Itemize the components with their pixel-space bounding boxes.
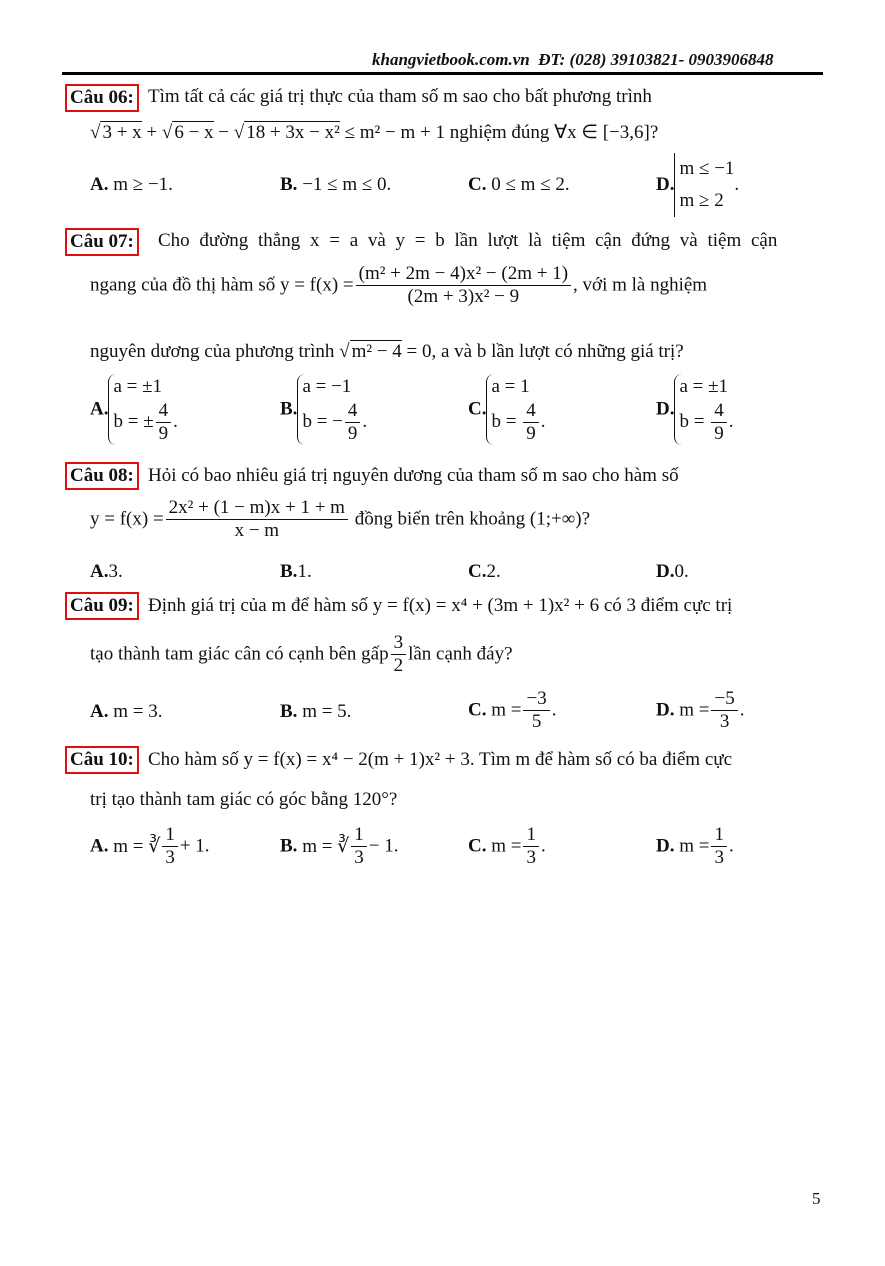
header-phone: ĐT: (028) 39103821- 0903906848 (538, 50, 774, 69)
question-06-inequality: √ 3 + x + √ 6 − x − √ 18 + 3x − x² ≤ m² − m + 1 nghiệm đúng ∀x ∈ [−3,6]? (90, 122, 659, 143)
header-site: khangvietbook.com.vn (372, 50, 530, 69)
header-rule (62, 72, 823, 75)
question-10-label: Câu 10: (65, 746, 139, 774)
question-10-text: Cho hàm số y = f(x) = x⁴ − 2(m + 1)x² + 3. Tìm m để hàm số có ba điểm cực (148, 749, 732, 770)
question-09-line2: tạo thành tam giác cân có cạnh bên gấp $\frac{3}{2}$ lần cạnh đáy? (90, 632, 513, 676)
question-06-text: Tìm tất cả các giá trị thực của tham số m sao cho bất phương trình (148, 86, 652, 107)
page-header (372, 49, 774, 71)
question-06-option-a: A. m ≥ −1. (90, 174, 173, 195)
question-07-option-d: D. a = ±1 b = $\frac{4}{9}$ . (656, 376, 734, 444)
question-08-option-a: A.3. (90, 561, 123, 582)
question-07-option-a: A. a = ±1 b = ± $\frac{4}{9}$ . (90, 376, 178, 444)
question-06-option-b: B. −1 ≤ m ≤ 0. (280, 174, 392, 195)
question-08-function: y = f(x) = $\frac{\text{2x² + (1 − m)x + 1 + m}}{x - m}$ đồng biến trên khoảng (1;+∞)? (90, 497, 591, 541)
question-10-option-d: D. m = $\frac{1}{3}$ . (656, 824, 734, 868)
question-08-label: Câu 08: (65, 462, 139, 490)
question-09-label: Câu 09: (65, 592, 139, 620)
question-09-option-d: D. m = $\frac{-5}{3}$ . (656, 688, 745, 732)
question-09-text: Định giá trị của m để hàm số y = f(x) = x⁴ + (3m + 1)x² + 6 có 3 điểm cực trị (148, 595, 733, 616)
question-10-option-a: A. m = ∛ $\frac{1}{3}$ + 1. (90, 824, 210, 868)
question-10-option-c: C. m = $\frac{1}{3}$ . (468, 824, 546, 868)
question-09-option-c: C. m = $\frac{-3}{5}$ . (468, 688, 557, 732)
question-07-function: ngang của đồ thị hàm số y = f(x) = $\frac{\text{(m² + 2m − 4)x² − (2m + 1)}}{\text{(2m + 3)x² − 9}}$ , với m là nghiệm (90, 263, 708, 307)
question-06-option-c: C. 0 ≤ m ≤ 2. (468, 174, 570, 195)
question-07-option-c: C. a = 1 b = $\frac{4}{9}$ . (468, 376, 546, 444)
question-08-option-d: D.0. (656, 561, 689, 582)
question-10-line2: trị tạo thành tam giác có góc bằng 120°? (90, 789, 398, 810)
question-08-option-c: C.2. (468, 561, 501, 582)
question-08-text: Hỏi có bao nhiêu giá trị nguyên dương của tham số m sao cho hàm số (148, 465, 679, 486)
question-06-label: Câu 06: (65, 84, 139, 112)
question-06-option-d: D. m ≤ −1 m ≥ 2 . (656, 153, 739, 217)
question-10-option-b: B. m = ∛ $\frac{1}{3}$ − 1. (280, 824, 399, 868)
page-number: 5 (812, 1189, 821, 1208)
question-09-option-b: B. m = 5. (280, 701, 352, 722)
question-09-option-a: A. m = 3. (90, 701, 163, 722)
question-07-equation: nguyên dương của phương trình √ m² − 4 = 0, a và b lần lượt có những giá trị? (90, 341, 684, 362)
question-07-label: Câu 07: (65, 228, 139, 256)
question-07-text: Cho đường thẳng x = a và y = b lần lượt là tiệm cận đứng và tiệm cận (158, 230, 778, 251)
question-07-option-b: B. a = −1 b = − $\frac{4}{9}$ . (280, 376, 368, 444)
question-08-option-b: B.1. (280, 561, 312, 582)
